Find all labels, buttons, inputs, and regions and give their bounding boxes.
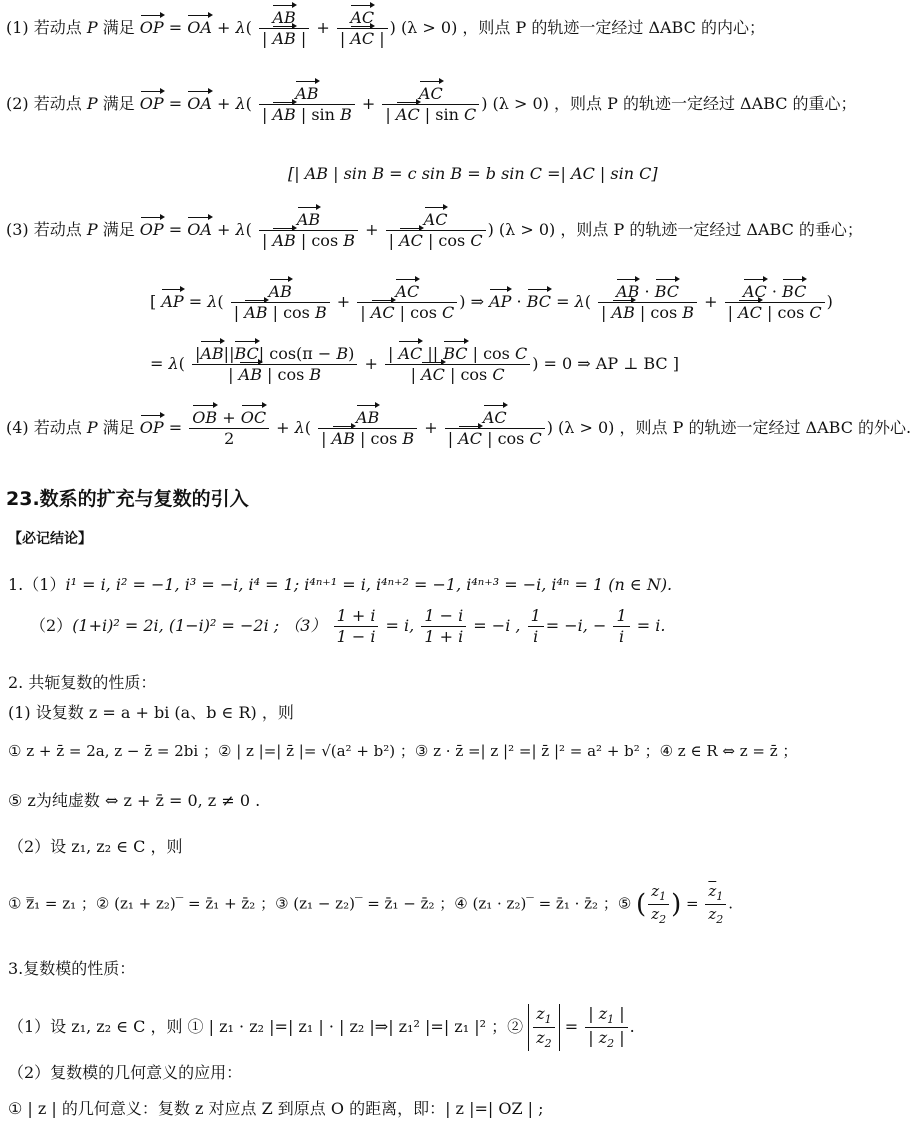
fraction: $\frac{AB}{\text{| AB | sin B}}$ bbox=[259, 84, 355, 125]
item-2-line-3-text: ① z̿₁ = z₁ ；② (z₁ + z₂)‾ = z̄₁ + z̄₂ ；③ (z₁ − z₂)‾ = z̄₁ − z̄₂ ；④ (z₁ · z₂)‾ = z̄₁ · z̄₂ ；⑤ bbox=[8, 894, 632, 913]
rule-3: (3) 若动点 P 满足 OP = OA + λ( $\frac{AB}{\text{| AB | cos B}}$ + $\frac{AC}{\text{| AC | cos C}}$ ) (λ > 0) ，则点 P 的轨迹一定经过 ΔABC 的垂心； bbox=[6, 210, 863, 250]
rule-1-prefix: (1) 若动点 bbox=[6, 18, 87, 37]
fraction: $\frac{1}{i}$ bbox=[528, 606, 544, 647]
rule-3-prefix: (3) 若动点 bbox=[6, 220, 87, 239]
item-3-3: ① | z | 的几何意义：复数 z 对应点 Z 到原点 O 的距离，即：| z |=| OZ | ; bbox=[8, 1099, 544, 1118]
section-title: 23.数系的扩充与复数的引入 bbox=[6, 488, 249, 510]
item-1b: （2）(1+i)² = 2i, (1−i)² = −2i ; （3） $\frac{1 + i}{1 - i}$ = i, $\frac{1 - i}{1 + i}$ = −i , $\frac{1}{i}$ = −i, − $\frac{1}{i}$ = i. bbox=[30, 606, 666, 646]
fraction: $\frac{AC}{| AC |}$ bbox=[337, 8, 388, 49]
rule-3-proof-2: = λ( $\frac{|AB||BC| \cos(\pi - B)}{\text{| AB | cos B}}$ + $\frac{\text{| AC || BC | cos C}}{\text{| AC | cos C}}$ ) = 0 ⇒ AP ⊥ BC ] bbox=[150, 344, 679, 384]
fraction: $\frac{AB}{\text{| AB | cos B}}$ bbox=[318, 408, 417, 449]
item-1 bbox=[8, 572, 672, 595]
fraction: $\frac{AB}{\text{| AB | cos B}}$ bbox=[231, 282, 330, 323]
item-2-title: 2. 共轭复数的性质： bbox=[8, 673, 157, 692]
fraction: $\frac{z_1}{z_2}$ bbox=[533, 1004, 554, 1051]
item-1-label: 1.（1） bbox=[8, 575, 66, 594]
fraction: $\frac{| z_1 |}{| z_2 |}$ bbox=[585, 1004, 627, 1051]
rule-3-suffix: ，则点 P 的轨迹一定经过 ΔABC 的垂心； bbox=[560, 220, 863, 239]
fraction: $\frac{AC}{\text{| AC | cos C}}$ bbox=[445, 408, 545, 449]
rule-3-proof-1: [ AP = λ( $\frac{AB}{\text{| AB | cos B}}$ + $\frac{AC}{\text{| AC | cos C}}$ ) ⇒ AP · BC = λ( $\frac{AB \cdot BC}{\text{| AB | cos B}}$ + $\frac{AC \cdot BC}{\text{| AC | cos C}}$ ) bbox=[150, 282, 833, 322]
fraction: $\frac{AC}{\text{| AC | sin C}}$ bbox=[382, 84, 479, 125]
fraction: $\frac{AB}{| AB |}$ bbox=[259, 8, 309, 49]
rule-3-condition: (λ > 0) bbox=[498, 220, 556, 239]
fraction: $\frac{OB + OC}{2}$ bbox=[189, 408, 269, 449]
fraction: $\frac{|AB||BC| \cos(\pi - B)}{\text{| AB | cos B}}$ bbox=[192, 344, 357, 385]
item-2-1: (1) 设复数 z = a + bi (a、b ∈ R) ，则 bbox=[8, 703, 294, 722]
rule-2-condition: (λ > 0) bbox=[492, 94, 549, 113]
fraction: $\frac{AB}{\text{| AB | cos B}}$ bbox=[259, 210, 358, 251]
fraction: $\frac{1 - i}{1 + i}$ bbox=[421, 606, 466, 647]
rule-4-suffix: ，则点 P 的轨迹一定经过 ΔABC 的外心. bbox=[619, 418, 911, 437]
rule-3-proof-tail: ) = 0 ⇒ AP ⊥ BC ] bbox=[532, 354, 679, 373]
item-3-title: 3.复数模的性质： bbox=[8, 959, 136, 978]
rule-4-condition: (λ > 0) bbox=[558, 418, 615, 437]
fraction: $\frac{\overline{z}_1}{\overline{z}_2}$ bbox=[705, 882, 726, 927]
item-1b-tail: = −i, − bbox=[545, 616, 607, 635]
item-2-line-3: ① z̿₁ = z₁ ；② (z₁ + z₂)‾ = z̄₁ + z̄₂ ；③ (z₁ − z₂)‾ = z̄₁ − z̄₂ ；④ (z₁ · z₂)‾ = z̄₁ · z̄₂ ；⑤ ( $\frac{z_1}{z_2}$ ) = $\frac{\overline{z}_1}{\overline{z}_2}$ . bbox=[8, 882, 734, 926]
item-3-1: （1）设 z₁, z₂ ∈ C ，则 ① | z₁ · z₂ |=| z₁ | · | z₂ |⇒| z₁² |=| z₁ |² ；② $\frac{z_1}{z_2}$ = $\frac{| z_1 |}{| z_2 |}$ . bbox=[8, 1004, 635, 1051]
item-3-2: （2）复数模的几何意义的应用： bbox=[8, 1063, 243, 1082]
rule-2-prefix: (2) 若动点 bbox=[6, 94, 87, 113]
item-2-2: （2）设 z₁, z₂ ∈ C ，则 bbox=[8, 837, 183, 856]
item-2-line-2: ⑤ z为纯虚数 ⇔ z + z̄ = 0, z ≠ 0 . bbox=[8, 791, 261, 810]
rule-4: (4) 若动点 P 满足 OP = $\frac{OB + OC}{2}$ + λ( $\frac{AB}{\text{| AB | cos B}}$ + $\frac{AC}{\text{| AC | cos C}}$ ) (λ > 0) ，则点 P 的轨迹一定经过 ΔABC 的外心. bbox=[6, 408, 911, 448]
item-1b-label: （2） bbox=[30, 616, 73, 635]
item-1-text: i¹ = i, i² = −1, i³ = −i, i⁴ = 1; i⁴ⁿ⁺¹ = i, i⁴ⁿ⁺² = −1, i⁴ⁿ⁺³ = −i, i⁴ⁿ = 1 (n ∈ N). bbox=[65, 575, 673, 594]
fraction: $\frac{\text{| AC || BC | cos C}}{\text{| AC | cos C}}$ bbox=[385, 344, 530, 385]
item-2-line-1: ① z + z̄ = 2a, z − z̄ = 2bi ；② | z |=| z̄ |= √(a² + b²) ；③ z · z̄ =| z |² =| z̄ |² = a² + b² ；④ z ∈ R ⇔ z = z̄ ； bbox=[8, 742, 798, 760]
rule-1-suffix: ，则点 P 的轨迹一定经过 ΔABC 的内心； bbox=[462, 18, 765, 37]
rule-2-note: [| AB | sin B = c sin B = b sin C =| AC | sin C] bbox=[288, 164, 658, 183]
fraction: $\frac{AC}{\text{| AC | cos C}}$ bbox=[386, 210, 486, 251]
rule-4-prefix: (4) 若动点 bbox=[6, 418, 87, 437]
fraction: $\frac{1 + i}{1 - i}$ bbox=[334, 606, 379, 647]
fraction: $\frac{1}{i}$ bbox=[613, 606, 629, 647]
fraction: $\frac{z_1}{z_2}$ bbox=[648, 882, 669, 927]
rule-2: (2) 若动点 P 满足 OP = OA + λ( $\frac{AB}{\text{| AB | sin B}}$ + $\frac{AC}{\text{| AC | sin C}}$ ) (λ > 0) ，则点 P 的轨迹一定经过 ΔABC 的重心； bbox=[6, 84, 857, 124]
fraction: $\frac{AC}{\text{| AC | cos C}}$ bbox=[357, 282, 457, 323]
item-1b-text: (1+i)² = 2i, (1−i)² = −2i ; （3） bbox=[72, 616, 327, 635]
rule-2-suffix: ，则点 P 的轨迹一定经过 ΔABC 的重心； bbox=[554, 94, 857, 113]
rule-1-condition: (λ > 0) bbox=[400, 18, 458, 37]
item-3-1-text: （1）设 z₁, z₂ ∈ C ，则 ① | z₁ · z₂ |=| z₁ | · | z₂ |⇒| z₁² |=| z₁ |² ；② bbox=[8, 1016, 524, 1036]
section-tag: 【必记结论】 bbox=[8, 531, 92, 547]
fraction: $\frac{AB \cdot BC}{\text{| AB | cos B}}$ bbox=[598, 282, 697, 323]
rule-1: (1) 若动点 P 满足 OP = OA + λ( $\frac{AB}{| AB |}$ + $\frac{AC}{| AC |}$ ) (λ > 0) ，则点 P 的轨迹一定经过 ΔABC 的内心； bbox=[6, 8, 765, 48]
fraction: $\frac{AC \cdot BC}{\text{| AC | cos C}}$ bbox=[725, 282, 825, 323]
